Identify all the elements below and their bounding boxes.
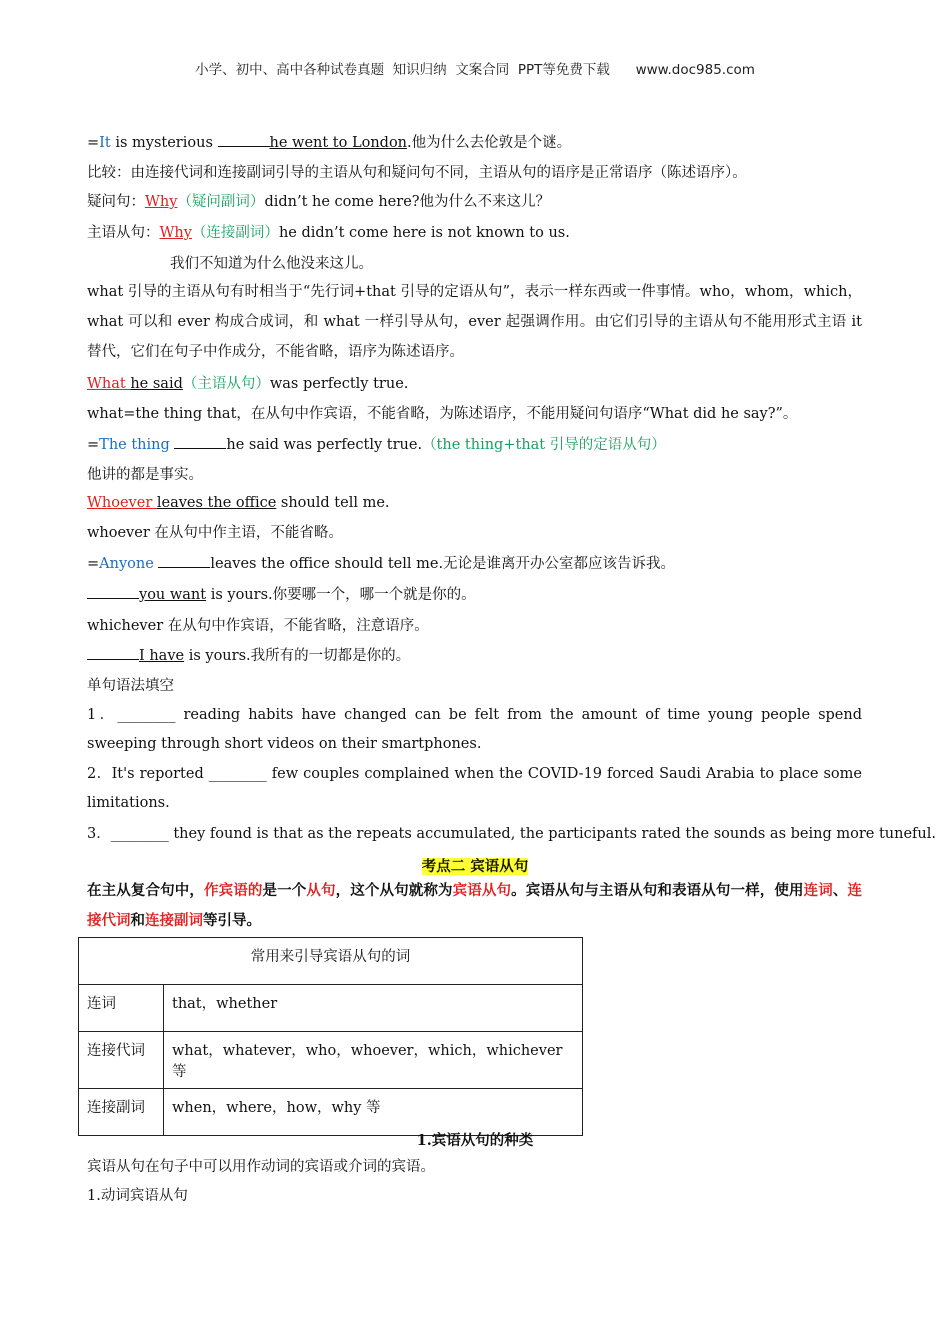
line-question: 疑问句：Why（疑问副词）didn’t he come here?他为什么不来这儿？ <box>87 194 551 210</box>
line-you-want: you want is yours.你要哪一个，哪一个就是你的。 <box>87 586 476 604</box>
connector-table <box>78 937 583 1136</box>
exercise-heading: 单句语法填空 <box>87 678 174 694</box>
line-whoever-note: whoever 在从句中作主语，不能省略。 <box>87 525 343 541</box>
line-whichever-note: whichever 在从句中作宾语，不能省略，注意语序。 <box>87 618 429 634</box>
line-verb-object-clause: 1.动词宾语从句 <box>87 1188 188 1204</box>
table-row-label: 连词 <box>79 985 164 1032</box>
line-the-thing: =The thing he said was perfectly true.（the thing+that 引导的定语从句） <box>87 437 666 453</box>
answer-blank <box>158 555 210 568</box>
exercise-question-1: 1．________ reading habits have changed can be felt from the amount of time young people spend sweeping through short videos on their smartphones. <box>87 707 862 752</box>
section-title: 考点二 宾语从句 <box>421 858 529 875</box>
paragraph-what-clause: what 引导的主语从句有时相当于“先行词+that 引导的定语从句”，表示一样东西或一件事情。who，whom，which，what 可以和 ever 构成合成词，和 what 一样引导从句，ever 起强调作用。由它们引导的主语从句不能用形式主语 it 替代，它们在句子中作成分，不能省略，语序为陈述语序。 <box>87 284 862 360</box>
line-i-have: I have is yours.我所有的一切都是你的。 <box>87 647 410 665</box>
line-translation: 他讲的都是事实。 <box>87 467 203 483</box>
table-row-value: that，whether <box>164 985 583 1032</box>
line-object-clause-use: 宾语从句在句子中可以用作动词的宾语或介词的宾语。 <box>87 1159 435 1175</box>
exercise-question-3: 3．________ they found is that as the repeats accumulated, the participants rated the sounds as being more tuneful. <box>87 826 936 842</box>
table-row <box>79 1032 583 1089</box>
table-row-label: 连接副词 <box>79 1089 164 1136</box>
object-clause-intro: 在主从复合句中，作宾语的是一个从句，这个从句就称为宾语从句。宾语从句与主语从句和表语从句一样，使用连词、连接代词和连接副词等引导。 <box>87 882 862 929</box>
answer-blank <box>218 134 270 147</box>
line-subject-clause: 主语从句：Why（连接副词）he didn’t come here is not known to us. <box>87 225 570 241</box>
subsection-title: 1.宾语从句的种类 <box>416 1132 534 1149</box>
table-title: 常用来引导宾语从句的词 <box>79 938 583 985</box>
answer-blank <box>174 436 226 449</box>
table-row-value: when，where，how，why 等 <box>164 1089 583 1136</box>
answer-blank <box>87 647 139 660</box>
table-row <box>79 985 583 1032</box>
table-row-value: what，whatever，who，whoever，which，whichever 等 <box>164 1032 583 1089</box>
line-whoever: Whoever leaves the office should tell me. <box>87 495 390 511</box>
line-anyone: =Anyone leaves the office should tell me.无论是谁离开办公室都应该告诉我。 <box>87 556 676 572</box>
line-what-he-said: What he said（主语从句）was perfectly true. <box>87 376 409 392</box>
page-header: 小学、初中、高中各种试卷真题 知识归纳 文案合同 PPT等免费下载 www.doc985.com <box>195 62 755 78</box>
section-title-wrap <box>0 855 950 876</box>
answer-blank <box>87 586 139 599</box>
table-header-row <box>79 938 583 985</box>
line-translation: 我们不知道为什么他没来这儿。 <box>170 256 373 272</box>
line-what-equals: what=the thing that，在从句中作宾语，不能省略，为陈述语序，不能用疑问句语序“What did he say?”。 <box>87 406 798 422</box>
line-it-mysterious: =It is mysterious he went to London.他为什么去伦敦是个谜。 <box>87 135 572 151</box>
line-comparison: 比较：由连接代词和连接副词引导的主语从句和疑问句不同，主语从句的语序是正常语序（陈述语序）。 <box>87 165 747 181</box>
table-row-label: 连接代词 <box>79 1032 164 1089</box>
exercise-question-2: 2．It's reported ________ few couples complained when the COVID-19 forced Saudi Arabia to place some limitations. <box>87 766 862 811</box>
